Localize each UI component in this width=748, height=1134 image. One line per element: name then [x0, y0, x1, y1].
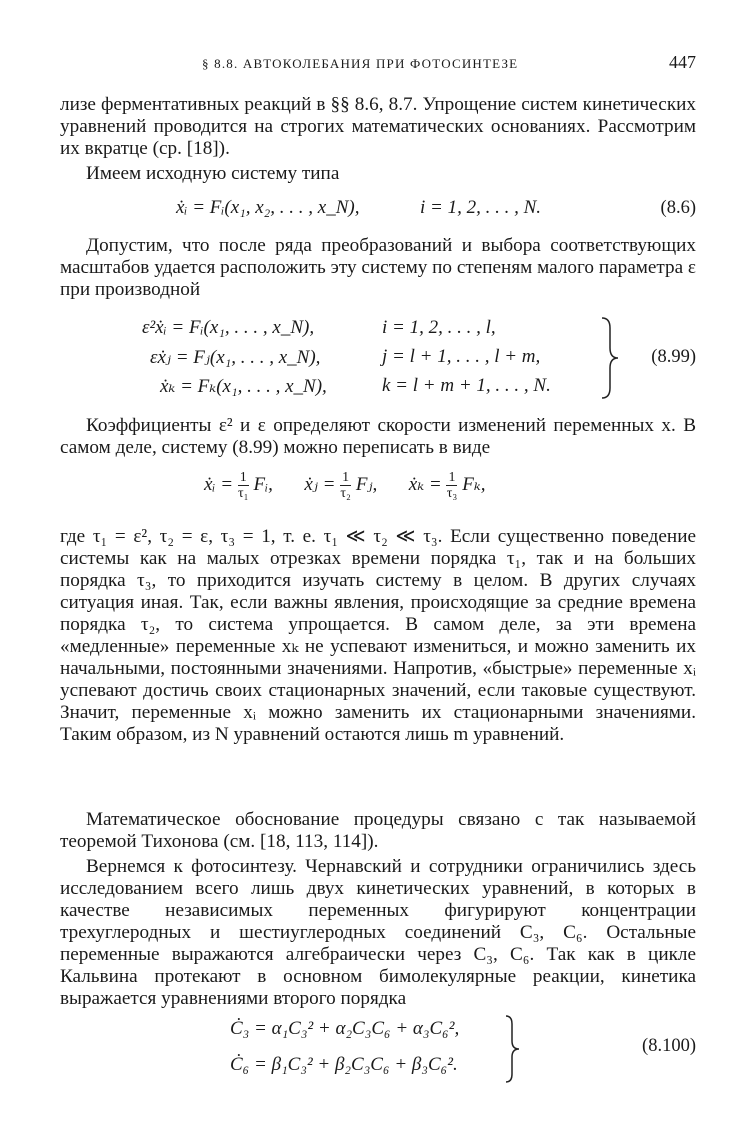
right-brace-icon	[502, 1014, 524, 1084]
equation-8-99-row-3-range: k = l + m + 1, . . . , N.	[382, 375, 551, 396]
paragraph-3: Допустим, что после ряда преобразований и выбора соответствующих масштабов удается расположить эту систему по степеням малого параметра ε при производной	[60, 235, 696, 300]
equation-8-99-row-3-lhs: ẋₖ = Fₖ(x₁, . . . , x_N),	[160, 376, 327, 397]
fraction-3: $\frac{1}{\text{τ₃}}$	[446, 470, 458, 501]
equation-8-100-row-1: Ċ₃ = α₁C₃² + α₂C₃C₆ + α₃C₆²,	[230, 1018, 460, 1039]
equation-tau-row	[204, 470, 486, 501]
fraction-1: $\frac{1}{\text{τ₁}}$	[238, 470, 249, 501]
equation-8-99-row-2-range: j = l + 1, . . . , l + m,	[382, 346, 541, 367]
equation-label-8-6: (8.6)	[660, 198, 696, 218]
tau-term-3: ẋₖ = $\frac{1}{\text{τ₃}}$ Fₖ,	[408, 470, 486, 501]
equation-8-99-row-1-range: i = 1, 2, . . . , l,	[382, 317, 496, 338]
paragraph-6: Математическое обоснование процедуры связано с так называемой теоремой Тихонова (см. [18, 113, 114]).	[60, 809, 696, 852]
tau-term-2: ẋⱼ = $\frac{1}{\text{τ₂}}$ Fⱼ,	[304, 470, 378, 501]
paragraph-4: Коэффициенты ε² и ε определяют скорости изменений переменных x. В самом деле, систему (8.99) можно переписать в виде	[60, 415, 696, 458]
running-title: § 8.8. АВТОКОЛЕБАНИЯ ПРИ ФОТОСИНТЕЗЕ	[202, 56, 519, 71]
fraction-2: $\frac{1}{\text{τ₂}}$	[340, 470, 351, 501]
equation-8-6-lhs: ẋᵢ = Fᵢ(x₁, x₂, . . . , x_N),	[176, 197, 360, 218]
equation-8-99-row-2-lhs: εẋⱼ = Fⱼ(x₁, . . . , x_N),	[150, 347, 321, 368]
equation-8-100-row-2: Ċ₆ = β₁C₃² + β₂C₃C₆ + β₃C₆².	[230, 1054, 458, 1075]
tau-term-1: ẋᵢ = $\frac{1}{\text{τ₁}}$ Fᵢ,	[204, 470, 273, 501]
paragraph-1: лизе ферментативных реакций в §§ 8.6, 8.7. Упрощение систем кинетических уравнений проводится на строгих математических основаниях. Рассмотрим их вкратце (ср. [18]).	[60, 94, 696, 159]
paragraph-2: Имеем исходную систему типа	[86, 163, 340, 184]
equation-label-8-99: (8.99)	[651, 347, 696, 367]
page-header	[60, 52, 696, 78]
equation-label-8-100: (8.100)	[642, 1036, 696, 1056]
right-brace-icon	[598, 316, 624, 400]
paragraph-5: где τ₁ = ε², τ₂ = ε, τ₃ = 1, т. е. τ₁ ≪ τ₂ ≪ τ₃. Если существенно поведение системы как на малых отрезках времени порядка τ₁, так и на больших порядка τ₃, то приходится изучать систему в целом. В других случаях ситуация иная. Так, если важны явления, происходящие за средние времена порядка τ₂, то система упрощается. В самом деле, за эти времена «медленные» переменные xₖ не успевают измениться, и можно заменить их начальными, постоянными значениями. Напротив, «быстрые» переменные xᵢ успевают достичь своих стационарных значений, если таковые существуют. Значит, переменные xᵢ можно заменить их стационарными значениями. Таким образом, из N уравнений остаются лишь m уравнений.	[60, 526, 696, 745]
equation-8-6-range: i = 1, 2, . . . , N.	[420, 197, 542, 218]
page-number: 447	[669, 52, 696, 72]
paragraph-7: Вернемся к фотосинтезу. Чернавский и сотрудники ограничились здесь исследованием всего лишь двух кинетических уравнений, в которых в качестве независимых переменных фигурируют концентрации трехуглеродных и шестиуглеродных соединений C₃, C₆. Остальные переменные выражаются алгебраически через C₃, C₆. Так как в цикле Кальвина протекают в основном бимолекулярные реакции, кинетика выражается уравнениями второго порядка	[60, 856, 696, 1009]
equation-8-99-row-1-lhs: ε²ẋᵢ = Fᵢ(x₁, . . . , x_N),	[142, 317, 315, 338]
